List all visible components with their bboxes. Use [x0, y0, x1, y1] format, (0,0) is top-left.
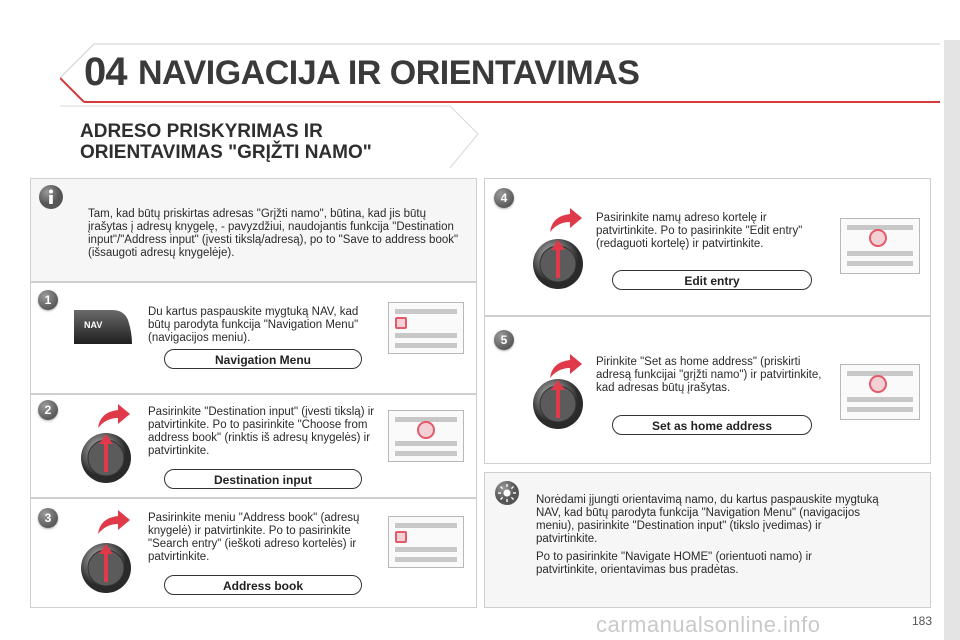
step-4-text: Pasirinkite namų adreso kortelę ir patvirtinkite. Po to pasirinkite "Edit entry" (redaguoti kortelę) ir patvirtinkite. [596, 212, 803, 250]
rotary-knob-icon [532, 376, 588, 432]
page-number: 183 [912, 614, 933, 628]
section-title [80, 121, 460, 163]
step-1-badge: 1 [38, 290, 58, 310]
tip-paragraph-1: Norėdami įjungti orientavimą namo, du kartus paspauskite mygtuką NAV, kad būtų parodyta funkcija "Navigation Menu" (navigacijos meniu), pasirinkite "Destination input" (tikslo įvedimas) ir patvirtinkite. [536, 494, 879, 545]
step-1-pill: Navigation Menu [164, 349, 362, 369]
step-5-text: Pirinkite "Set as home address" (priskirti adresą funkcijai "grįžti namo") ir patvirtinkite, kad adresas būtų įrašytas. [596, 356, 822, 394]
chapter-number: 04 [84, 50, 127, 94]
step-4-pill: Edit entry [612, 270, 812, 290]
radio-unit-2 [388, 410, 464, 462]
section-title-line2: ORIENTAVIMAS "GRĮŽTI NAMO" [80, 142, 372, 163]
step-2-badge: 2 [38, 400, 58, 420]
chapter-title: NAVIGACIJA IR ORIENTAVIMAS [138, 54, 640, 92]
radio-unit-4 [840, 218, 920, 274]
step-3-text: Pasirinkite meniu "Address book" (adresų knygelė) ir patvirtinkite. Po to pasirinkite "Search entry" (ieškoti adreso kortelės) ir patvirtinkite. [148, 512, 360, 563]
nav-button-label: NAV [84, 320, 103, 330]
step-3-badge: 3 [38, 508, 58, 528]
tip-paragraph-2: Po to pasirinkite "Navigate HOME" (orientuoti namo) ir patvirtinkite, orientavimas bus pradėtas. [536, 551, 812, 576]
watermark: carmanualsonline.info [596, 612, 821, 637]
side-margin-bar [944, 40, 960, 640]
radio-unit-5 [840, 364, 920, 420]
radio-unit-1 [388, 302, 464, 354]
info-icon [38, 184, 64, 210]
step-4-badge: 4 [494, 188, 514, 208]
section-title-line1: ADRESO PRISKYRIMAS IR [80, 121, 323, 142]
info-text: Tam, kad būtų priskirtas adresas "Grįžti namo", būtina, kad jis būtų įrašytas į adresų knygelę, - pavyzdžiui, naudojantis funkcija "Destination input"/"Address input" (įvesti tikslą/adresą), po to "Save to address book" (išsaugoti adresų knygelėje). [88, 208, 459, 259]
step-5-pill: Set as home address [612, 415, 812, 435]
step-5-badge: 5 [494, 330, 514, 350]
step-2-text: Pasirinkite "Destination input" (įvesti tikslą) ir patvirtinkite. Po to pasirinkite "Choose from address book" (rinktis iš adresų knygelės) ir patvirtinkite. [148, 406, 375, 457]
radio-unit-3 [388, 516, 464, 568]
sun-icon [494, 480, 520, 506]
nav-button-icon [72, 306, 134, 346]
curved-arrow-icon [96, 402, 132, 430]
curved-arrow-icon [548, 206, 584, 234]
rotary-knob-icon [80, 540, 136, 596]
curved-arrow-icon [96, 508, 132, 536]
step-1-text: Du kartus paspauskite mygtuką NAV, kad būtų parodyta funkcija "Navigation Menu" (navigacijos meniu). [148, 306, 359, 344]
rotary-knob-icon [532, 236, 588, 292]
rotary-knob-icon [80, 430, 136, 486]
step-3-pill: Address book [164, 575, 362, 595]
step-2-pill: Destination input [164, 469, 362, 489]
